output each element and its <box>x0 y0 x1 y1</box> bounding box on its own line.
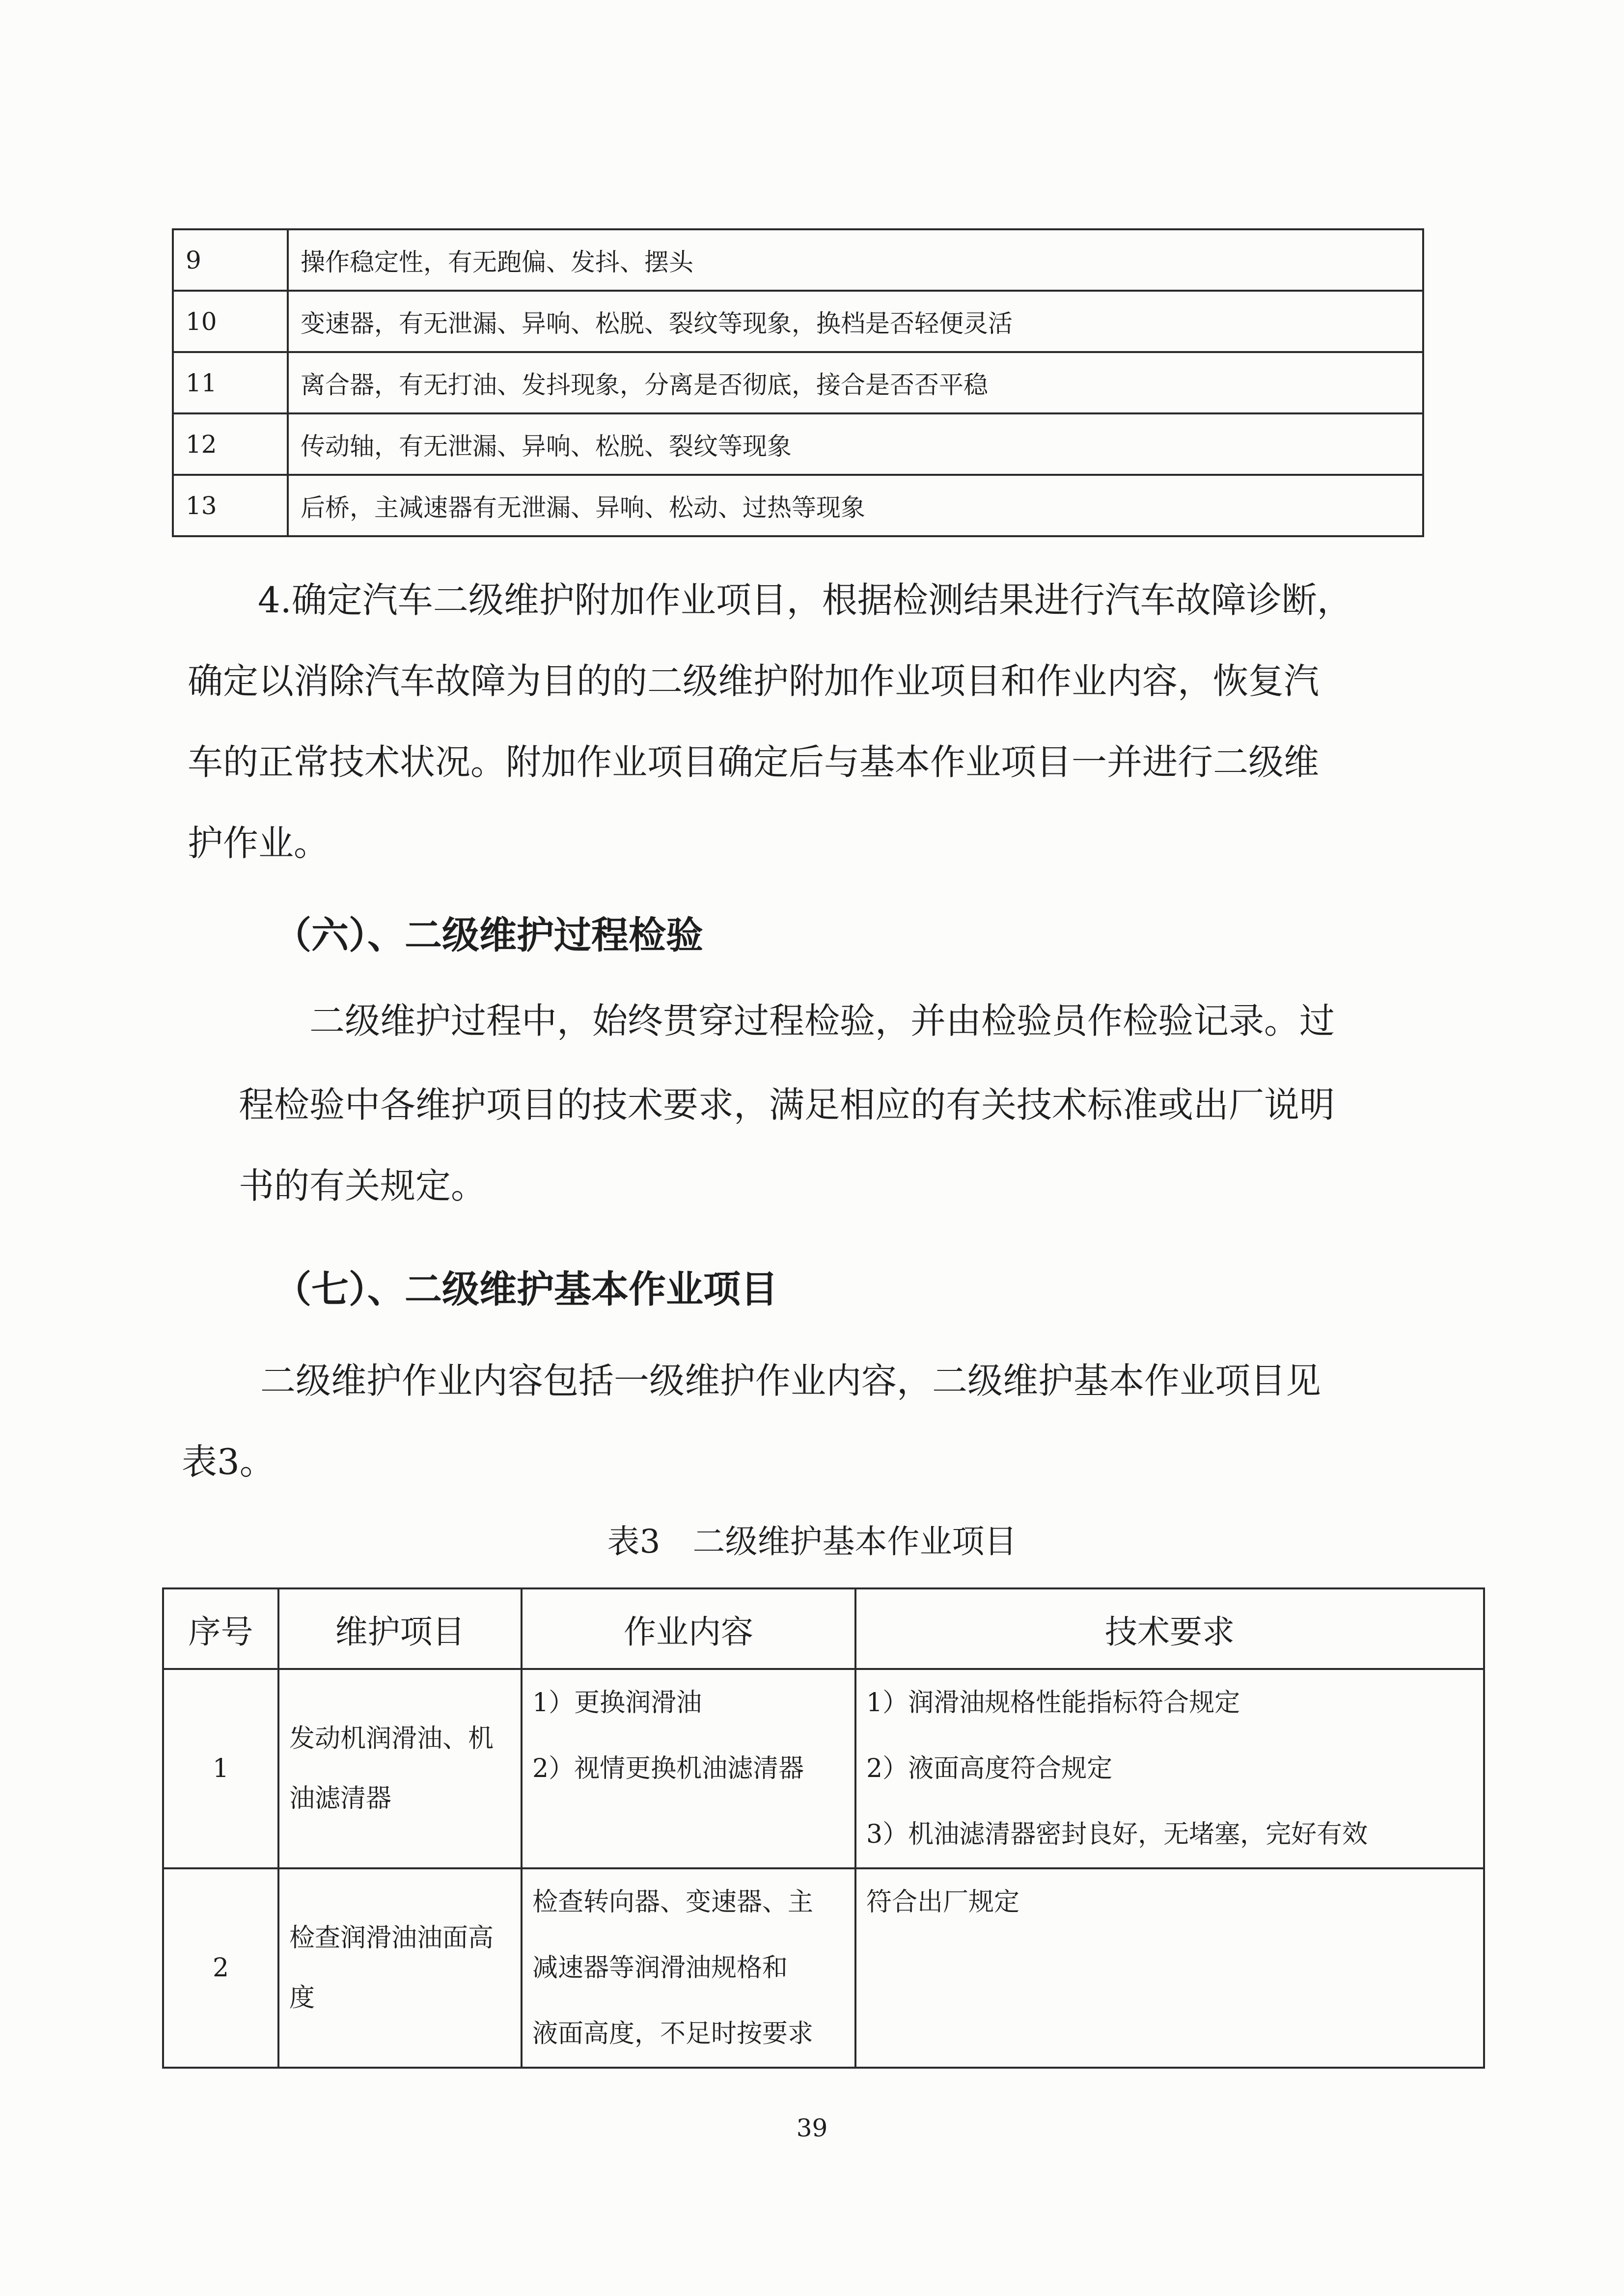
row-number: 1 <box>163 1669 278 1868</box>
requirement-line: 2）液面高度符合规定 <box>866 1754 1113 1783</box>
section-6-body <box>239 1065 1335 1227</box>
content-cell <box>522 1669 855 1868</box>
section-6-first-line <box>309 981 1335 1062</box>
section-7-first-line <box>260 1340 1321 1421</box>
table-header-row <box>163 1588 1484 1669</box>
table-row <box>173 352 1423 413</box>
content-line: 检查转向器、变速器、主 <box>532 1887 814 1917</box>
requirement-line: 符合出厂规定 <box>866 1887 1020 1917</box>
column-header: 技术要求 <box>855 1588 1484 1669</box>
table-row <box>173 413 1423 475</box>
row-number: 10 <box>173 291 288 352</box>
requirement-line: 3）机油滤清器密封良好，无堵塞，完好有效 <box>866 1820 1368 1849</box>
page-number: 39 <box>796 2114 828 2142</box>
table-row <box>173 229 1423 291</box>
paragraph-text: 表3。 <box>182 1441 275 1482</box>
continued-check-table <box>172 228 1424 537</box>
table-row <box>173 291 1423 352</box>
row-content: 离合器，有无打油、发抖现象，分离是否彻底，接合是否否平稳 <box>288 352 1423 413</box>
requirement-cell <box>855 1669 1484 1868</box>
content-line: 液面高度，不足时按要求 <box>532 2019 814 2049</box>
section-6-heading <box>274 911 703 960</box>
paragraph-text: 车的正常技术状况。附加作业项目确定后与基本作业项目一并进行二级维 <box>188 741 1320 783</box>
row-number: 11 <box>173 352 288 413</box>
maintenance-items-table <box>162 1587 1485 2069</box>
column-header: 维护项目 <box>278 1588 522 1669</box>
column-header: 序号 <box>163 1588 278 1669</box>
section-7-heading <box>274 1265 778 1314</box>
paragraph-text: 二级维护过程中，始终贯穿过程检验，并由检验员作检验记录。过 <box>309 1000 1335 1041</box>
row-number: 9 <box>173 229 288 291</box>
content-line: 2）视情更换机油滤清器 <box>532 1754 804 1783</box>
table-3-caption: 表3 二级维护基本作业项目 <box>607 1523 1017 1560</box>
item-cell: 检查润滑油油面高度 <box>278 1868 522 2068</box>
row-content: 后桥，主减速器有无泄漏、异响、松动、过热等现象 <box>288 475 1423 536</box>
paragraph-text: 4.确定汽车二级维护附加作业项目，根据检测结果进行汽车故障诊断， <box>258 579 1352 621</box>
table-row <box>163 1669 1484 1868</box>
requirement-line: 1）润滑油规格性能指标符合规定 <box>866 1688 1240 1718</box>
row-number: 12 <box>173 413 288 475</box>
requirement-cell <box>855 1868 1484 2068</box>
paragraph-text: 确定以消除汽车故障为目的的二级维护附加作业项目和作业内容，恢复汽 <box>188 660 1320 702</box>
table-row <box>173 475 1423 536</box>
content-cell <box>522 1868 855 2068</box>
paragraph-text: 二级维护作业内容包括一级维护作业内容，二级维护基本作业项目见 <box>260 1360 1321 1401</box>
paragraph-4-body <box>188 641 1319 884</box>
paragraph-text: 程检验中各维护项目的技术要求，满足相应的有关技术标准或出厂说明 <box>239 1084 1335 1125</box>
item-cell: 发动机润滑油、机油滤清器 <box>278 1669 522 1868</box>
paragraph-4-line <box>258 560 1352 641</box>
row-content: 变速器，有无泄漏、异响、松脱、裂纹等现象，换档是否轻便灵活 <box>288 291 1423 352</box>
paragraph-text: 书的有关规定。 <box>239 1165 487 1206</box>
row-content: 传动轴，有无泄漏、异响、松脱、裂纹等现象 <box>288 413 1423 475</box>
row-number: 13 <box>173 475 288 536</box>
content-line: 减速器等润滑油规格和 <box>532 1953 788 1983</box>
table-row <box>163 1868 1484 2068</box>
paragraph-text: 护作业。 <box>188 822 330 864</box>
section-7-second-line <box>182 1421 275 1503</box>
section-heading: （七）、二级维护基本作业项目 <box>274 1267 778 1311</box>
content-line: 1）更换润滑油 <box>532 1688 702 1718</box>
row-number: 2 <box>163 1868 278 2068</box>
column-header: 作业内容 <box>522 1588 855 1669</box>
section-heading: （六）、二级维护过程检验 <box>274 913 703 957</box>
row-content: 操作稳定性，有无跑偏、发抖、摆头 <box>288 229 1423 291</box>
